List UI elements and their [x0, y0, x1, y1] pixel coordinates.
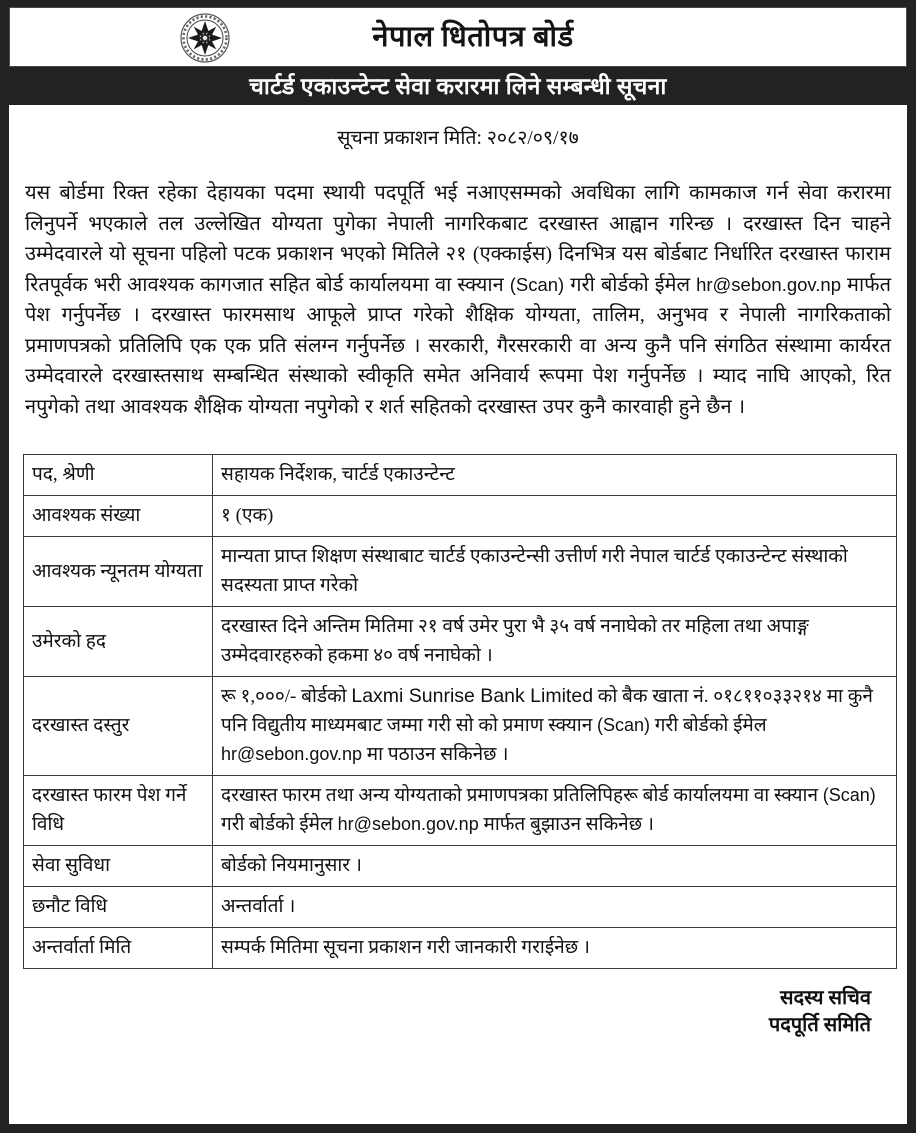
scan-label-2: (Scan) — [597, 715, 651, 735]
organization-title: नेपाल धितोपत्र बोर्ड — [372, 20, 574, 53]
publication-date: सूचना प्रकाशन मिति: २०८२/०९/१७ — [337, 128, 579, 149]
table-row — [24, 846, 897, 887]
signature-block — [23, 969, 893, 1039]
row-value-position: सहायक निर्देशक, चार्टर्ड एकाउन्टेन्ट — [213, 455, 897, 496]
row-label-interview-date: अन्तर्वार्ता मिति — [24, 928, 213, 969]
signatory-committee: पदपूर्ति समिति — [768, 1014, 871, 1036]
intro-paragraph — [23, 178, 893, 434]
fee-text-part4: मा पठाउन सकिनेछ । — [362, 744, 509, 765]
contact-email-submission: hr@sebon.gov.np — [337, 814, 479, 834]
row-value-age-limit: दरखास्त दिने अन्तिम मितिमा २१ वर्ष उमेर पुरा भै ३५ वर्ष ननाघेको तर महिला तथा अपाङ्ग उम्मेदवारहरुको हकमा ४० वर्ष ननाघेको । — [213, 607, 897, 677]
bank-name: Laxmi Sunrise Bank Limited — [351, 685, 594, 707]
row-label-selection-method: छनौट विधि — [24, 887, 213, 928]
row-label-benefits: सेवा सुविधा — [24, 846, 213, 887]
fee-text-part2: को बैक खाता नं. ०१८११०३३२१४ मा कुनै पनि विद्युतीय माध्यमबाट जम्मा गरी सो को प्रमाण स्क्यान — [221, 686, 873, 736]
row-value-submission-method — [213, 776, 897, 846]
row-value-benefits: बोर्डको नियमानुसार । — [213, 846, 897, 887]
table-row — [24, 887, 897, 928]
signatory-title: सदस्य सचिव — [779, 987, 871, 1009]
submission-text-part3: मार्फत बुझाउन सकिनेछ । — [478, 814, 654, 835]
document-body — [9, 105, 907, 1039]
scan-label-1: (Scan) — [509, 273, 565, 295]
table-row — [24, 607, 897, 677]
table-row — [24, 455, 897, 496]
row-value-application-fee — [213, 677, 897, 776]
row-value-interview-date: सम्पर्क मितिमा सूचना प्रकाशन गरी जानकारी गराईनेछ । — [213, 928, 897, 969]
notice-subtitle-band — [9, 67, 907, 105]
row-label-submission-method: दरखास्त फारम पेश गर्ने विधि — [24, 776, 213, 846]
submission-text-part1: दरखास्त फारम तथा अन्य योग्यताको प्रमाणपत्रका प्रतिलिपिहरू बोर्ड कार्यालयमा वा स्क्यान — [221, 785, 823, 806]
intro-text-part1: यस बोर्डमा रिक्त रहेका देहायका पदमा स्थायी पदपूर्ति भई नआएसम्मको अवधिका लागि कामकाज गर्न सेवा करारमा लिनुपर्ने भएकाले तल उल्लेखित योग्यता पुगेका नेपाली नागरिकबाट दरखास्त आह्वान गरिन्छ । दरखास्त दिन चाहने उम्मेदवारले यो सूचना पहिलो पटक प्रकाशन भएको मितिले २१ (एक्काईस) दिनभित्र यस बोर्डबाट निर्धारित दरखास्त फाराम रितपूर्वक भरी आवश्यक कागजात सहित बोर्ड कार्यालयमा वा स्क्यान — [25, 182, 891, 296]
row-label-age-limit: उमेरको हद — [24, 607, 213, 677]
scan-label-3: (Scan) — [822, 785, 876, 805]
intro-text-part2: गरी बोर्डको ईमेल — [564, 273, 697, 296]
row-label-qualification: आवश्यक न्यूनतम योग्यता — [24, 537, 213, 607]
contact-email-intro: hr@sebon.gov.np — [696, 273, 842, 295]
contact-email-fee: hr@sebon.gov.np — [221, 744, 363, 764]
intro-text-part3: मार्फत पेश गर्नुपर्नेछ । दरखास्त फारमसाथ आफूले प्राप्त गरेको शैक्षिक योग्यता, तालिम, अनुभव र नेपाली नागरिकताको प्रमाणपत्रको प्रतिलिपि एक एक प्रति संलग्न गर्नुपर्नेछ । सरकारी, गैरसरकारी वा अन्य कुनै पनि संगठित संस्थामा कार्यरत उम्मेदवारले दरखास्तसाथ सम्बन्धित संस्थाको स्वीकृति समेत अनिवार्य रूपमा पेश गर्नुपर्नेछ । म्याद नाघि आएको, रित नपुगेको तथा आवश्यक शैक्षिक योग्यता नपुगेको र शर्त सहितको दरखास्त उपर कुनै कारवाही हुने छैन । — [25, 273, 891, 418]
table-row — [24, 928, 897, 969]
fee-text-part1: रू १,०००/- बोर्डको — [221, 686, 352, 707]
table-row — [24, 537, 897, 607]
row-label-application-fee: दरखास्त दस्तुर — [24, 677, 213, 776]
row-label-position: पद, श्रेणी — [24, 455, 213, 496]
row-value-qualification: मान्यता प्राप्त शिक्षण संस्थाबाट चार्टर्ड एकाउन्टेन्सी उत्तीर्ण गरी नेपाल चार्टर्ड एकाउन्टेन्ट संस्थाको सदस्यता प्राप्त गरेको — [213, 537, 897, 607]
government-seal-icon — [178, 11, 232, 65]
row-value-vacancy-count: १ (एक) — [213, 496, 897, 537]
vacancy-details-table — [23, 454, 897, 969]
row-label-vacancy-count: आवश्यक संख्या — [24, 496, 213, 537]
document-header — [9, 7, 907, 67]
table-row — [24, 776, 897, 846]
fee-text-part3: गरी बोर्डको ईमेल — [650, 715, 767, 736]
submission-text-part2: गरी बोर्डको ईमेल — [221, 814, 338, 835]
document-inner-area — [9, 7, 907, 1124]
notice-subtitle: चार्टर्ड एकाउन्टेन्ट सेवा करारमा लिने सम्बन्धी सूचना — [249, 73, 667, 99]
table-row — [24, 677, 897, 776]
row-value-selection-method: अन्तर्वार्ता । — [213, 887, 897, 928]
table-row — [24, 496, 897, 537]
